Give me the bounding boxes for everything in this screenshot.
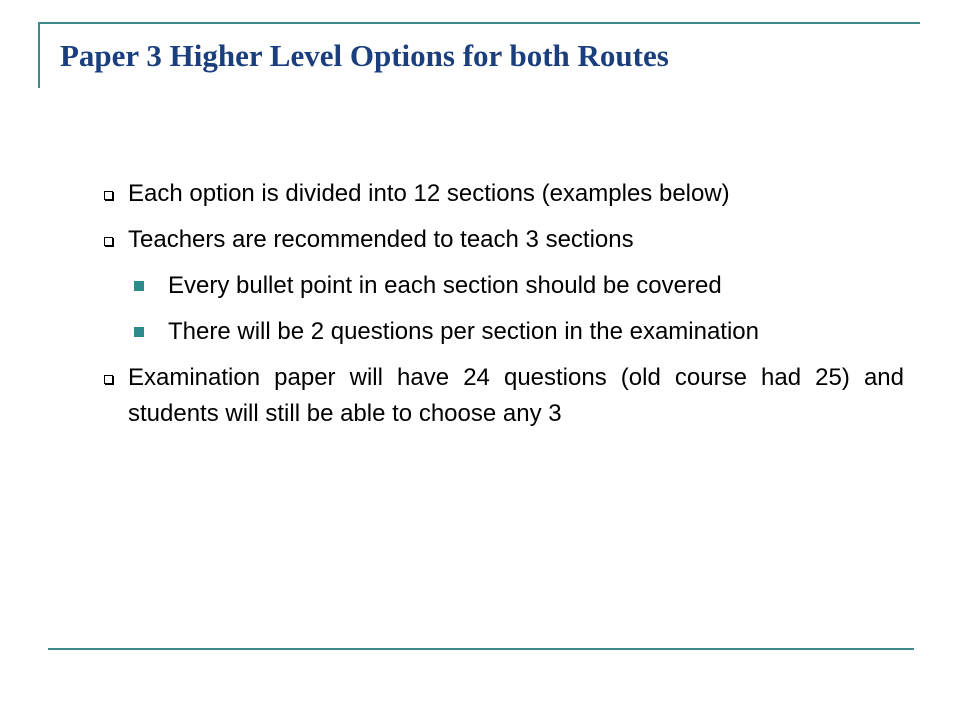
sub-bullet-item [104,314,904,350]
filled-square-bullet-icon [134,327,144,337]
bottom-divider [48,648,914,650]
bullet-list [104,176,904,442]
top-divider [40,22,920,24]
sub-bullet-item [104,268,904,304]
bullet-text: Examination paper will have 24 questions (old course had 25) and students will still be able to choose any 3 [128,364,904,427]
sub-bullet-text: There will be 2 questions per section in the examination [168,318,759,345]
bullet-item [104,360,904,432]
left-divider [38,22,40,88]
slide-title: Paper 3 Higher Level Options for both Routes [60,38,669,73]
hollow-square-bullet-icon [104,191,113,200]
filled-square-bullet-icon [134,281,144,291]
bullet-item [104,176,904,212]
hollow-square-bullet-icon [104,237,113,246]
bullet-text: Teachers are recommended to teach 3 sections [128,226,634,253]
hollow-square-bullet-icon [104,375,113,384]
bullet-text: Each option is divided into 12 sections (examples below) [128,180,730,207]
sub-bullet-text: Every bullet point in each section should be covered [168,272,722,299]
bullet-item [104,222,904,258]
